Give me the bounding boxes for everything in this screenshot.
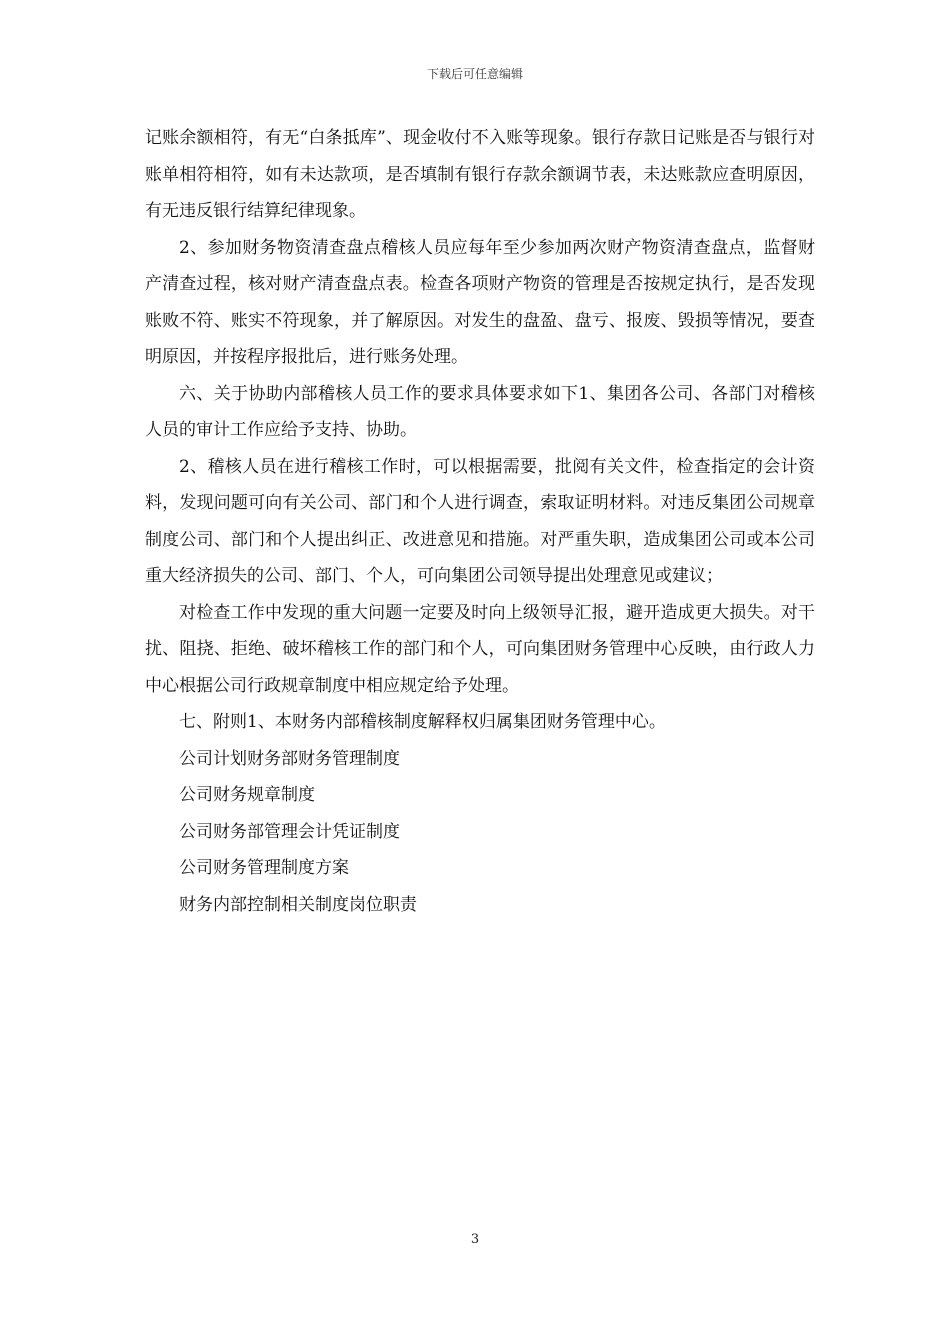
paragraph-major-issues: 对检查工作中发现的重大问题一定要及时向上级领导汇报，避开造成更大损失。对干扰、阻挠、拒绝、破坏稽核工作的部门和个人，可向集团财务管理中心反映，由行政人力中心根据公司行政规章制度中相应规定给予处理。 <box>145 602 815 696</box>
page-number: 3 <box>470 1232 480 1247</box>
paragraph-cash-audit-continued: 记账余额相符，有无“白条抵库”、现金收付不入账等现象。银行存款日记账是否与银行对账单相符相符，如有未达款项，是否填制有银行存款余额调节表，未达账款应查明原因，有无违反银行结算纪律现象。 <box>145 128 815 221</box>
related-title-4: 公司财务管理制度方案 <box>179 858 349 878</box>
related-title-3: 公司财务部管理会计凭证制度 <box>179 821 400 842</box>
paragraph-section-seven: 七、附则1、本财务内部稽核制度解释权归属集团财务管理中心。 <box>179 712 666 732</box>
paragraph-auditor-powers: 2、稽核人员在进行稽核工作时，可以根据需要，批阅有关文件，检查指定的会计资料，发现问题可向有关公司、部门和个人进行调查，索取证明材料。对违反集团公司规章制度公司、部门和个人提出纠正、改进意见和措施。对严重失职，造成集团公司或本公司重大经济损失的公司、部门、个人，可向集团公司领导提出处理意见或建议； <box>145 456 815 586</box>
related-title-5: 财务内部控制相关制度岗位职责 <box>179 894 417 915</box>
page-header: 下载后可任意编辑 <box>426 67 523 81</box>
document-body <box>145 120 815 923</box>
related-title-1: 公司计划财务部财务管理制度 <box>179 748 400 769</box>
related-title-2: 公司财务规章制度 <box>179 785 315 805</box>
paragraph-section-six: 六、关于协助内部稽核人员工作的要求具体要求如下1、集团各公司、各部门对稽核人员的审计工作应给予支持、协助。 <box>145 383 815 440</box>
paragraph-asset-inventory: 2、参加财务物资清查盘点稽核人员应每年至少参加两次财产物资清查盘点，监督财产清查过程，核对财产清查盘点表。检查各项财产物资的管理是否按规定执行，是否发现账败不符、账实不符现象，并了解原因。对发生的盘盈、盘亏、报废、毁损等情况，要查明原因，并按程序报批后，进行账务处理。 <box>145 237 815 367</box>
